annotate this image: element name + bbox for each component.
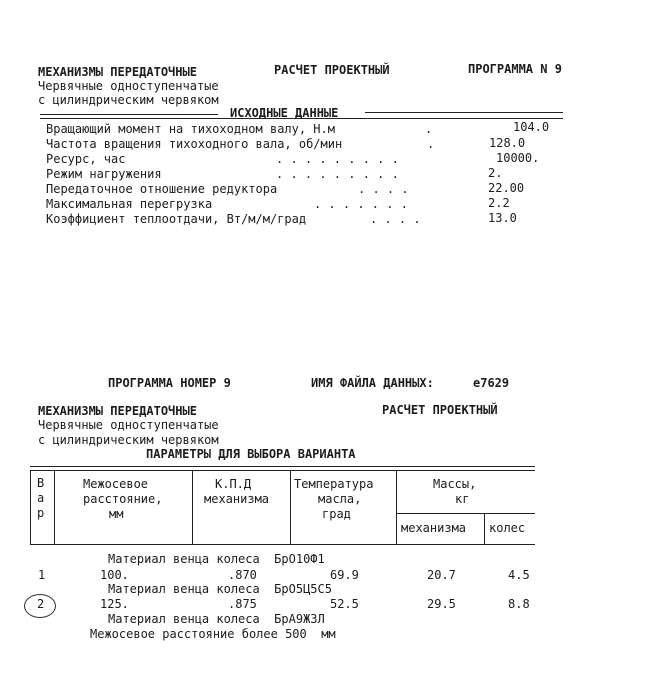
table-rule-bottom (30, 544, 535, 545)
param-label: Максимальная перегрузка (46, 197, 213, 211)
s1-section-title: ИСХОДНЫЕ ДАННЫЕ (230, 106, 339, 120)
col-temp-3: град (322, 507, 351, 521)
table-col-rule (396, 470, 397, 544)
row-eff: .875 (228, 597, 257, 611)
s2-note: Межосевое расстояние более 500 мм (90, 627, 336, 641)
s1-rule-2 (40, 118, 563, 119)
s1-subtitle-1: Червячные одноступенчатые (38, 79, 219, 93)
row-temp: 52.5 (330, 597, 359, 611)
s2-subtitle-2: с цилиндрическим червяком (38, 433, 219, 447)
table-rule-mass (396, 513, 535, 514)
s2-header-right: РАСЧЕТ ПРОЕКТНЫЙ (382, 403, 498, 417)
param-value: 128.0 (489, 136, 526, 150)
s2-program: ПРОГРАММА НОМЕР 9 (108, 376, 231, 390)
col-temp-2: масла, (318, 492, 362, 506)
param-label: Ресурс, час (46, 152, 126, 166)
s1-header-right: ПРОГРАММА N 9 (468, 62, 562, 76)
param-value: 104.0 (513, 120, 550, 134)
row-num: 2 (37, 597, 45, 611)
param-dots: . . . . (358, 182, 409, 196)
row-material: Материал венца колеса БрО10Ф1 (108, 552, 325, 566)
col-eff-1: К.П.Д (215, 477, 252, 491)
row-distance: 100. (100, 568, 129, 582)
s2-file-label: ИМЯ ФАЙЛА ДАННЫХ: (311, 376, 434, 390)
row-material-3: Материал венца колеса БрА9Ж3Л (108, 612, 325, 626)
param-label: Коэффициент теплоотдачи, Вт/м/м/град (46, 212, 307, 226)
row-distance: 125. (100, 597, 129, 611)
param-value: 2.2 (488, 196, 510, 210)
col-eff-2: механизма (204, 492, 270, 506)
col-distance-1: Межосевое (83, 477, 149, 491)
table-col-rule (54, 470, 55, 544)
row-mass-mech: 29.5 (427, 597, 456, 611)
param-label: Режим нагружения (46, 167, 162, 181)
s1-header-left: МЕХАНИЗМЫ ПЕРЕДАТОЧНЫЕ (38, 65, 197, 79)
s1-rule-left (40, 114, 218, 115)
row-temp: 69.9 (330, 568, 359, 582)
row-mass-wheel: 8.8 (508, 597, 530, 611)
col-distance-3: мм (109, 507, 124, 521)
col-mass-2: кг (455, 492, 470, 506)
row-mass-mech: 20.7 (427, 568, 456, 582)
col-temp-1: Температура (294, 477, 374, 491)
table-rule-top-2 (30, 470, 535, 471)
table-col-rule (484, 514, 485, 544)
param-dots: . . . . . . . . . (276, 167, 399, 181)
param-value: 10000. (496, 151, 540, 165)
s2-table-title: ПАРАМЕТРЫ ДЛЯ ВЫБОРА ВАРИАНТА (146, 447, 356, 461)
col-var-3: р (37, 506, 45, 520)
param-value: 22.00 (488, 181, 525, 195)
table-rule-top (30, 466, 535, 467)
param-dots: . (425, 122, 433, 136)
row-material: Материал венца колеса БрО5Ц5С5 (108, 582, 332, 596)
row-mass-wheel: 4.5 (508, 568, 530, 582)
col-distance-2: расстояние, (83, 492, 163, 506)
col-mass-1: Массы, (433, 477, 477, 491)
s2-header-left: МЕХАНИЗМЫ ПЕРЕДАТОЧНЫЕ (38, 404, 197, 418)
row-eff: .870 (228, 568, 257, 582)
table-col-rule (290, 470, 291, 544)
param-dots: . (427, 137, 435, 151)
col-var-1: В (37, 476, 45, 490)
table-col-rule (30, 470, 31, 544)
col-mass-wheel: колес (489, 521, 526, 535)
param-dots: . . . . . . . . . (276, 152, 399, 166)
s1-header-mid: РАСЧЕТ ПРОЕКТНЫЙ (274, 63, 390, 77)
col-mass-mech: механизма (401, 521, 467, 535)
param-value: 2. (488, 166, 503, 180)
col-var-2: а (37, 491, 45, 505)
s1-subtitle-2: с цилиндрическим червяком (38, 93, 219, 107)
s2-file-name: е7629 (473, 376, 510, 390)
row-num: 1 (38, 568, 46, 582)
param-label: Передаточное отношение редуктора (46, 182, 278, 196)
param-label: Вращающий момент на тихоходном валу, Н.м (46, 122, 335, 136)
param-label: Частота вращения тихоходного вала, об/мин (46, 137, 343, 151)
s2-subtitle-1: Червячные одноступенчатые (38, 418, 219, 432)
param-value: 13.0 (488, 211, 517, 225)
param-dots: . . . . . . . (314, 197, 408, 211)
s1-rule-right (365, 112, 563, 113)
param-dots: . . . . (370, 212, 421, 226)
table-col-rule (192, 470, 193, 544)
